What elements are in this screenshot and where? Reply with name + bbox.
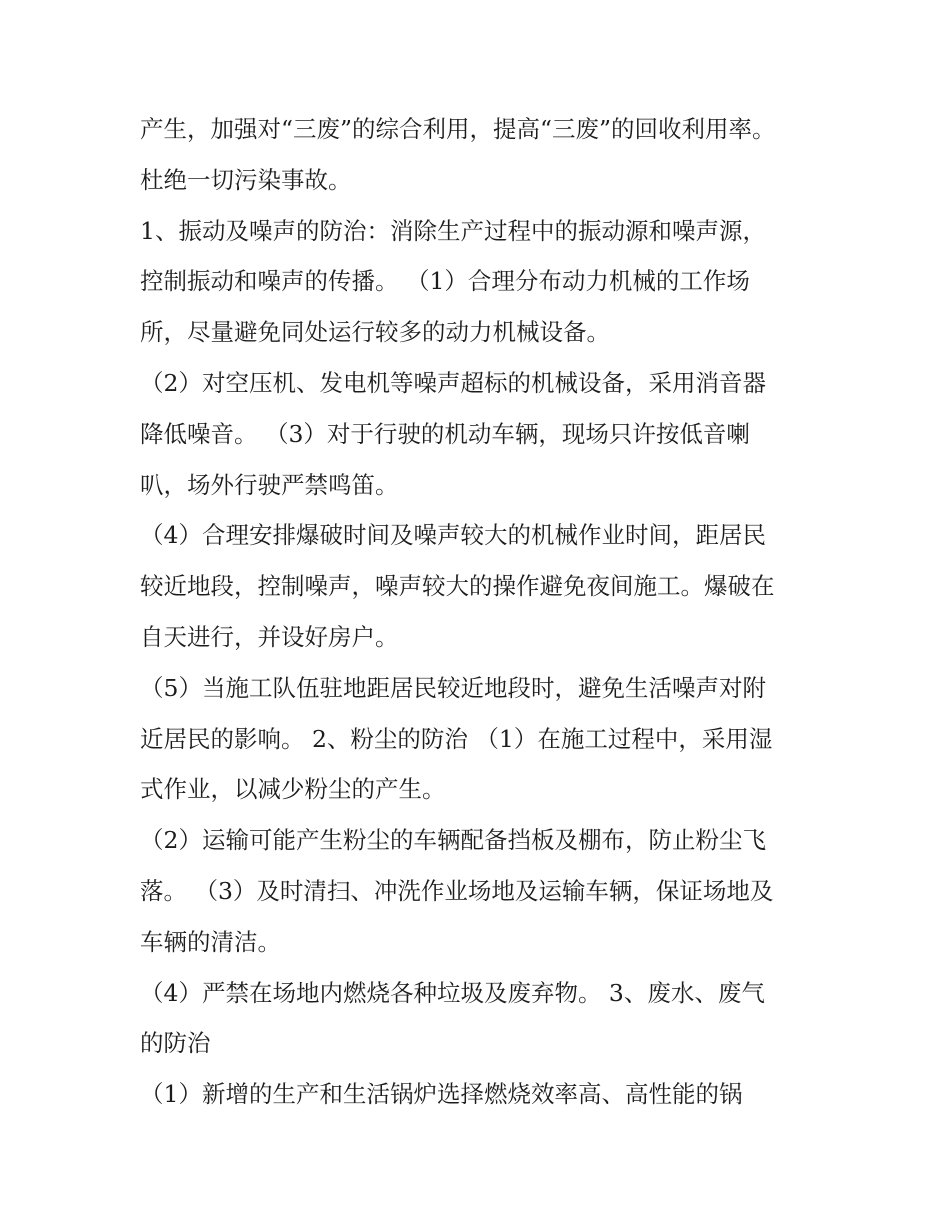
text-line: 1、振动及噪声的防治：消除生产过程中的振动源和噪声源， — [140, 216, 766, 245]
text-line: 控制振动和噪声的传播。 （1）合理分布动力机械的工作场 — [140, 267, 750, 296]
text-line: （4）合理安排爆破时间及噪声较大的机械作业时间，距居民 — [140, 521, 766, 550]
text-line: 所，尽量避免同处运行较多的动力机械设备。 — [140, 318, 610, 347]
text-line: 车辆的清洁。 — [140, 927, 281, 956]
text-line: 近居民的影响。 2、粉尘的防治 （1）在施工过程中，采用湿 — [140, 724, 773, 753]
text-line: 降低噪音。 （3）对于行驶的机动车辆，现场只许按低音喇 — [140, 419, 750, 448]
text-line: （4）严禁在场地内燃烧各种垃圾及废弃物。 3、废水、废气 — [140, 978, 765, 1007]
text-line: （1）新增的生产和生活锅炉选择燃烧效率高、高性能的锅 — [140, 1080, 743, 1109]
text-line: （2）运输可能产生粉尘的车辆配备挡板及棚布，防止粉尘飞 — [140, 826, 766, 855]
text-line: 较近地段，控制噪声，噪声较大的操作避免夜间施工。爆破在 — [140, 572, 775, 601]
text-line: 式作业，以减少粉尘的产生。 — [140, 775, 446, 804]
text-line: 的防治 — [140, 1029, 211, 1058]
text-line: 落。 （3）及时清扫、冲洗作业场地及运输车辆，保证场地及 — [140, 876, 774, 905]
text-line: （2）对空压机、发电机等噪声超标的机械设备，采用消音器 — [140, 368, 766, 397]
text-line: 叭，场外行驶严禁鸣笛。 — [140, 470, 399, 499]
text-line: （5）当施工队伍驻地距居民较近地段时，避免生活噪声对附 — [140, 673, 766, 702]
text-line: 杜绝一切污染事故。 — [140, 165, 352, 194]
body-text — [140, 104, 830, 1120]
text-line: 自天进行，并设好房户。 — [140, 622, 399, 651]
text-line: 产生，加强对“三废”的综合利用，提高“三废”的回收利用率。 — [140, 115, 776, 143]
